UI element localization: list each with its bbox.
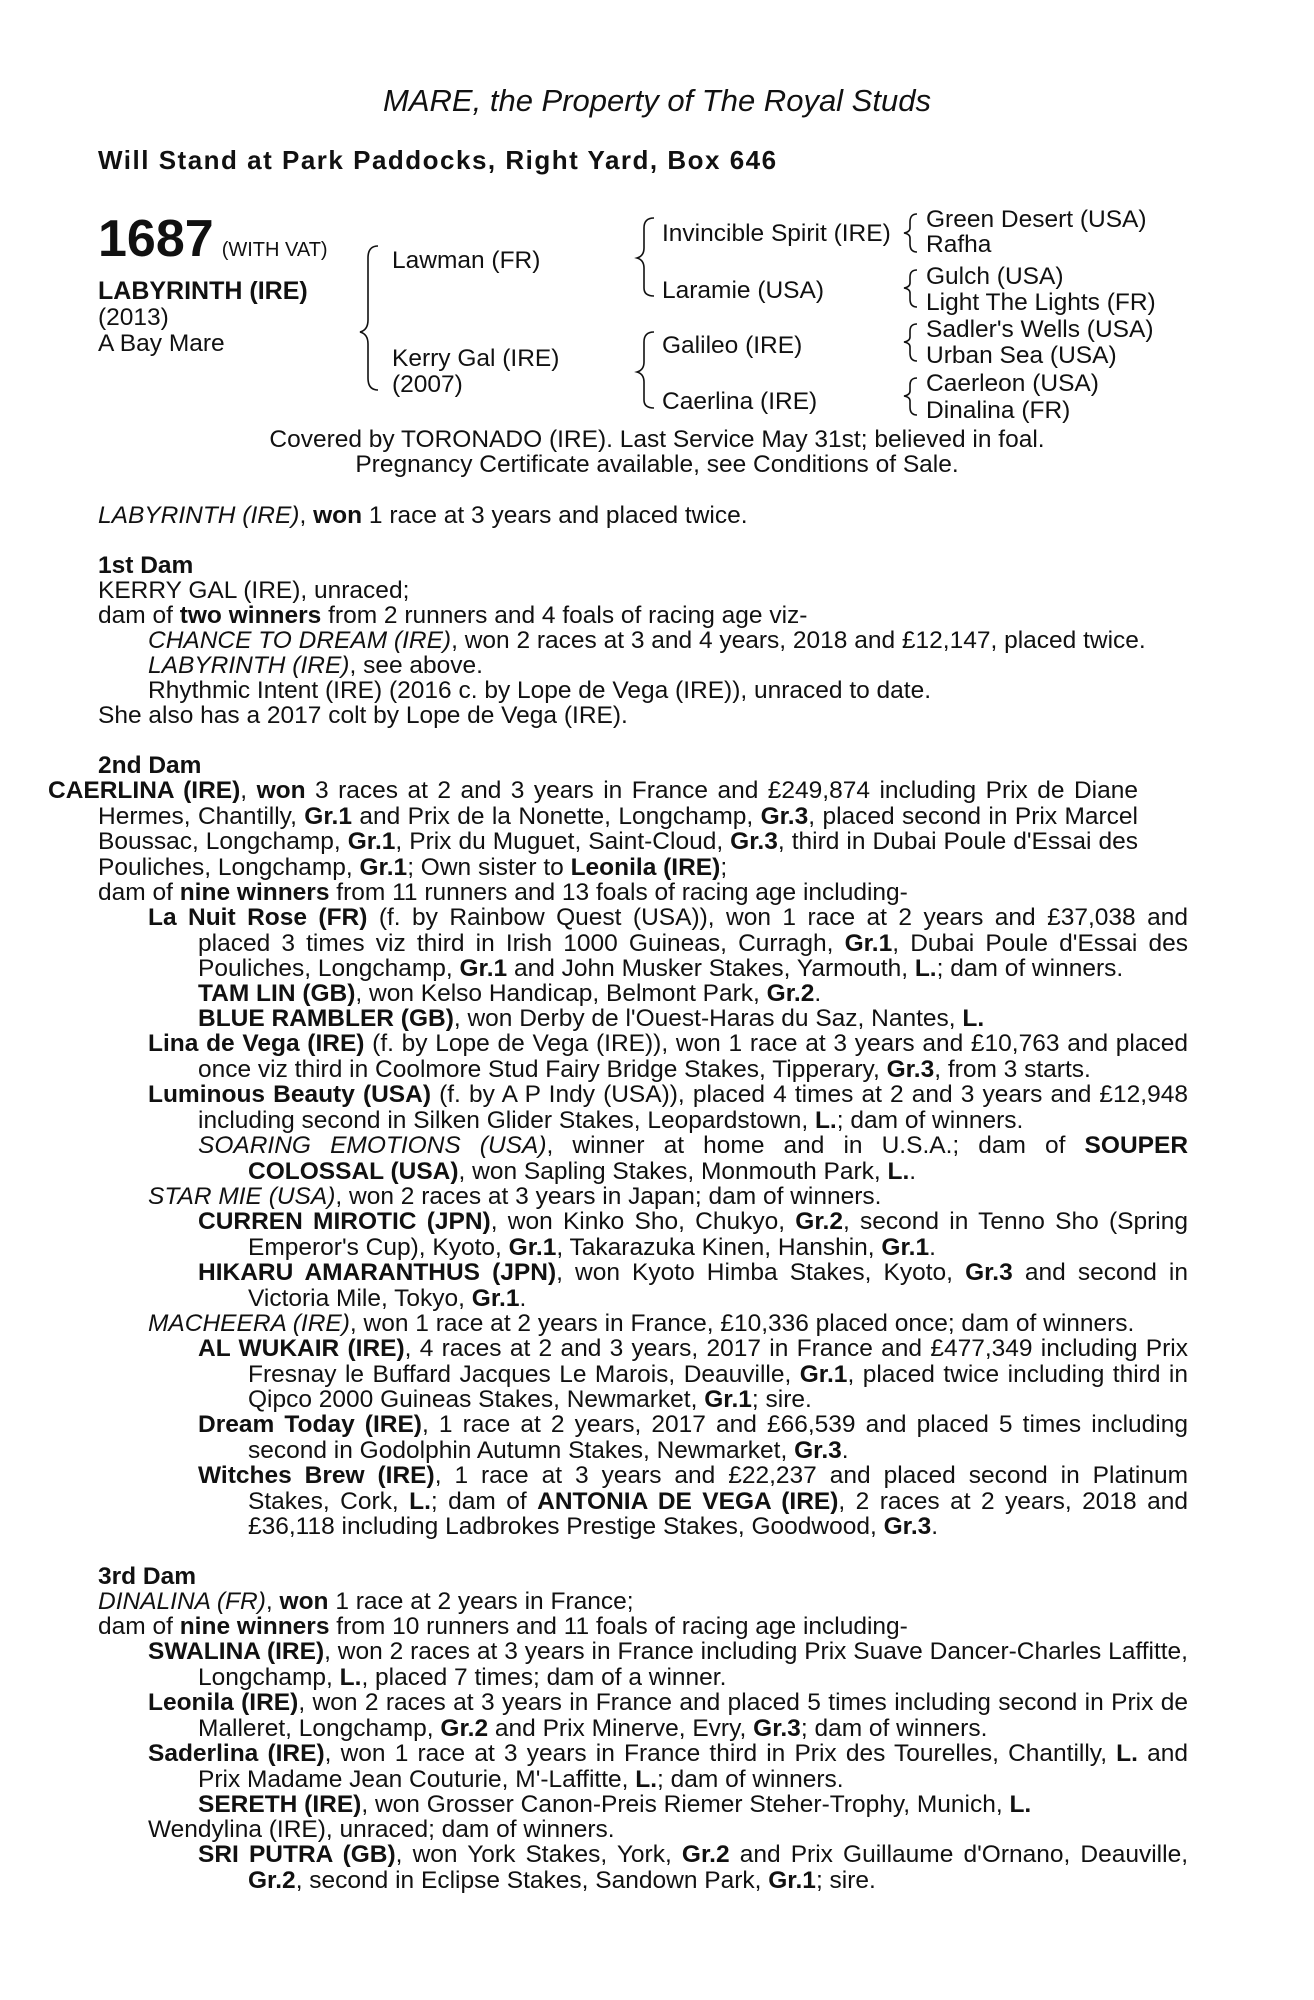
text-run: ; dam of winners. (800, 1714, 988, 1742)
text-run: SERETH (IRE) (198, 1791, 362, 1818)
text-run: from 10 runners and 11 foals of racing age including- (329, 1613, 908, 1640)
text-run: , from 3 starts. (934, 1055, 1091, 1083)
text-run: Gr.2 (248, 1866, 296, 1894)
text-run: Gr.1 (471, 1284, 520, 1312)
grandparent-1: Green Desert (USA) (926, 206, 1147, 233)
third-dam-produce-line (98, 1614, 908, 1639)
text-run: , placed second in Prix Marcel Boussac, Longchamp, (98, 802, 1138, 855)
grandparent-8: Dinalina (FR) (926, 397, 1071, 424)
produce-soaring-emotions (198, 1133, 1188, 1184)
produce-rhythmic-intent: Rhythmic Intent (IRE) (2016 c. by Lope de Vega (IRE)), unraced to date. (148, 677, 932, 704)
text-run: , Takarazuka Kinen, Hanshin, (556, 1233, 882, 1261)
race-summary: LABYRINTH (IRE), won 1 race at 3 years and placed twice. (98, 502, 748, 529)
third-dam-record: DINALINA (FR), won 1 race at 2 years in France; (98, 1588, 634, 1615)
brace-g2 (904, 270, 917, 307)
produce-lina-de-vega (148, 1031, 1188, 1082)
produce-blue-rambler (198, 1006, 984, 1031)
text-run: BLUE RAMBLER (GB) (198, 1005, 454, 1032)
text-run: , won 2 races at 3 years in Japan; dam of winners. (335, 1183, 882, 1210)
text-run: , won Sapling Stakes, Monmouth Park, (458, 1157, 888, 1185)
dam-sire: Galileo (IRE) (662, 332, 803, 359)
produce-la-nuit-rose (148, 905, 1188, 982)
text-run: . (814, 980, 822, 1007)
text-run: , see above. (349, 652, 483, 679)
text-run: (f. by A P Indy (USA)), placed 4 times at 2 and 3 years and £12,948 including second in Silken Glider Stakes, Leopardstown, (198, 1081, 1188, 1134)
produce-wendylina: Wendylina (IRE), unraced; dam of winners. (148, 1816, 615, 1843)
text-run: two winners (179, 602, 322, 629)
grandparent-5: Sadler's Wells (USA) (926, 316, 1154, 343)
text-run: ; sire. (751, 1386, 812, 1413)
text-run: , Prix du Muguet, Saint-Cloud, (395, 828, 731, 855)
text-run: ; dam of winners. (936, 955, 1124, 982)
text-run: nine winners (179, 1613, 330, 1640)
text-run: , won 1 race at 3 years in France third in Prix des Tourelles, Chantilly, (324, 1740, 1117, 1767)
covered-note: Covered by TORONADO (IRE). Last Service May 31st; believed in foal. (269, 426, 1045, 453)
text-run: ; dam of winners. (657, 1765, 844, 1793)
text-run: and Prix Guillaume d'Ornano, Deauville, (729, 1841, 1188, 1868)
brace-g4 (904, 378, 917, 415)
text-run: and John Musker Stakes, Yarmouth, (507, 955, 915, 982)
produce-al-wukair (198, 1336, 1188, 1413)
text-run: from 2 runners and 4 foals of racing age viz- (321, 602, 808, 629)
text-run: . (519, 1284, 527, 1312)
text-run: ; sire. (815, 1866, 876, 1894)
text-run: , Dubai Poule d'Essai des Pouliches, Longchamp, (198, 929, 1188, 982)
text-run: . (909, 1157, 917, 1185)
grandparent-3: Gulch (USA) (926, 263, 1064, 290)
text-run: Gr.3 (753, 1714, 801, 1742)
text-run: won (279, 1588, 329, 1615)
brace-parents (360, 246, 378, 390)
text-run: 3 races at 2 and 3 years in France and £249,874 including Prix de Diane Hermes, Chantilly, (98, 777, 1138, 830)
sire: Lawman (FR) (392, 247, 541, 274)
text-run: from 11 runners and 13 foals of racing age including- (329, 879, 908, 906)
text-run: SRI PUTRA (GB) (198, 1841, 396, 1868)
text-run: , won York Stakes, York, (395, 1841, 682, 1868)
text-run: AL WUKAIR (IRE) (198, 1335, 405, 1362)
text-run: , 1 race at 3 years and £22,237 and placed second in Platinum Stakes, Cork, (248, 1462, 1188, 1515)
text-run: La Nuit Rose (FR) (148, 904, 368, 931)
text-run: L. (1116, 1740, 1138, 1767)
summary-rest: 1 race at 3 years and placed twice. (368, 502, 748, 529)
text-run: Gr.1 (459, 955, 508, 982)
brace-sire (637, 218, 654, 296)
text-run: , won Kelso Handicap, Belmont Park, (355, 980, 767, 1007)
text-run: , 4 races at 2 and 3 years, 2017 in France and £477,349 including Prix Fresnay le Buffard Jacques Le Marois, Deauville, (248, 1335, 1188, 1388)
text-run: ; dam of (430, 1487, 538, 1515)
text-run: , won 2 races at 3 and 4 years, 2018 and £12,147, placed twice. (451, 627, 1146, 654)
dam-year: (2007) (392, 371, 463, 398)
text-run: . (841, 1436, 849, 1464)
text-run: Gr.3 (886, 1055, 935, 1083)
horse-name: LABYRINTH (IRE) (98, 277, 308, 305)
first-dam-produce-line (98, 603, 807, 628)
second-dam-heading: 2nd Dam (98, 752, 202, 779)
text-run: 1 race at 2 years in France; (328, 1588, 634, 1615)
text-run: CAERLINA (IRE) (48, 777, 241, 804)
text-run: Gr.2 (766, 980, 815, 1007)
text-run: dam of (98, 1613, 180, 1640)
text-run: Gr.1 (359, 853, 408, 881)
text-run: Gr.1 (768, 1866, 816, 1894)
text-run: Gr.2 (795, 1208, 843, 1235)
summary-won: won (313, 502, 363, 529)
produce-hikaru-amaranthus (198, 1260, 1188, 1311)
text-run: Dream Today (IRE) (198, 1411, 422, 1438)
text-run: dam of (98, 879, 180, 906)
text-run: , won Kinko Sho, Chukyo, (490, 1208, 796, 1235)
produce-macheera (148, 1311, 1134, 1336)
first-dam-note: She also has a 2017 colt by Lope de Vega (IRE). (98, 702, 628, 729)
text-run: SOARING EMOTIONS (USA) (198, 1132, 547, 1159)
text-run: HIKARU AMARANTHUS (JPN) (198, 1259, 557, 1286)
text-run: ANTONIA DE VEGA (IRE) (537, 1487, 839, 1515)
produce-sereth (198, 1792, 1031, 1817)
produce-curren-mirotic (198, 1209, 1188, 1260)
text-run: . (931, 1513, 939, 1540)
text-run: L. (1009, 1791, 1032, 1818)
text-run: , won Derby de l'Ouest-Haras du Saz, Nantes, (453, 1005, 963, 1032)
pregnancy-note: Pregnancy Certificate available, see Conditions of Sale. (355, 451, 959, 478)
text-run: STAR MIE (USA) (148, 1183, 336, 1210)
produce-leonila (148, 1690, 1188, 1741)
lot-number: 1687 (98, 210, 214, 268)
produce-sri-putra (198, 1842, 1188, 1893)
stand-location: Will Stand at Park Paddocks, Right Yard, Box 646 (98, 145, 778, 175)
text-run: L. (887, 1157, 910, 1185)
text-run: , won 2 races at 3 years in France and placed 5 times including second in Prix de Malleret, Longchamp, (198, 1689, 1188, 1742)
text-run: Gr.2 (440, 1714, 489, 1742)
text-run: Gr.1 (508, 1233, 557, 1261)
text-run: LABYRINTH (IRE) (148, 652, 350, 679)
text-run: L. (409, 1487, 431, 1515)
first-dam-line: KERRY GAL (IRE), unraced; (98, 577, 410, 604)
text-run: CHANCE TO DREAM (IRE) (148, 627, 452, 654)
text-run: , won Kyoto Himba Stakes, Kyoto, (556, 1259, 966, 1286)
dam: Kerry Gal (IRE) (392, 345, 560, 372)
text-run: Gr.3 (730, 828, 778, 855)
sire-sire: Invincible Spirit (IRE) (662, 220, 891, 247)
text-run: , placed twice including third in Qipco 2000 Guineas Stakes, Newmarket, (248, 1360, 1188, 1413)
text-run: nine winners (179, 879, 330, 906)
first-dam-heading: 1st Dam (98, 552, 194, 579)
text-run: , winner at home and in U.S.A.; dam of (546, 1132, 1085, 1159)
text-run: Gr.1 (304, 802, 352, 830)
text-run: won (256, 777, 306, 804)
text-run: Gr.1 (844, 929, 893, 957)
text-run: (f. by Rainbow Quest (USA)), won 1 race at 2 years and £37,038 and placed 3 times viz third in Irish 1000 Guineas, Curragh, (198, 904, 1188, 957)
text-run: L. (914, 955, 937, 982)
text-run: L. (814, 1106, 837, 1134)
text-run: , 2 races at 2 years, 2018 and £36,118 including Ladbrokes Prestige Stakes, Goodwood, (248, 1487, 1188, 1540)
text-run: CURREN MIROTIC (JPN) (198, 1208, 491, 1235)
grandparent-6: Urban Sea (USA) (926, 342, 1117, 369)
text-run: , second in Tenno Sho (Spring Emperor's Cup), Kyoto, (248, 1208, 1188, 1261)
text-run: Witches Brew (IRE) (198, 1462, 435, 1489)
produce-swalina (148, 1639, 1188, 1690)
text-run: Gr.1 (799, 1360, 848, 1388)
dam-dam: Caerlina (IRE) (662, 388, 818, 415)
produce-dream-today (198, 1412, 1188, 1463)
text-run: L. (339, 1663, 362, 1691)
produce-luminous-beauty (148, 1082, 1188, 1133)
second-dam-record: CAERLINA (IRE), won 3 races at 2 and 3 years in France and £249,874 including Prix de Diane Hermes, Chantilly, Gr.1 and Prix de la Nonette, Longchamp, Gr.3, placed second in Prix Marcel Boussac, Longchamp, Gr.1, Prix du Muguet, Saint-Cloud, Gr.3, third in Dubai Poule d'Essai des Pouliches, Longchamp, Gr.1; Own sister to Leonila (IRE); (48, 777, 1138, 881)
text-run: and Prix Minerve, Evry, (488, 1714, 754, 1742)
text-run: Gr.3 (760, 802, 809, 830)
text-run: Gr.1 (347, 828, 396, 855)
text-run: TAM LIN (GB) (198, 980, 356, 1007)
produce-witches-brew (198, 1463, 1188, 1540)
text-run: Leonila (IRE) (148, 1689, 299, 1716)
brace-g3 (904, 324, 917, 361)
text-run: DINALINA (FR) (98, 1588, 266, 1615)
text-run: and Prix de la Nonette, Longchamp, (351, 802, 761, 830)
text-run: . (929, 1233, 936, 1261)
second-dam-produce-line (98, 880, 908, 905)
text-run: Gr.3 (965, 1259, 1013, 1286)
sire-dam: Laramie (USA) (662, 277, 825, 304)
text-run: Lina de Vega (IRE) (148, 1030, 365, 1057)
text-run: Gr.3 (883, 1513, 932, 1540)
produce-tam-lin (198, 981, 821, 1006)
text-run: , 1 race at 2 years, 2017 and £66,539 and placed 5 times including second in Godolphin Autumn Stakes, Newmarket, (248, 1411, 1188, 1464)
text-run: and second in Victoria Mile, Tokyo, (248, 1259, 1188, 1312)
produce-saderlina (148, 1741, 1188, 1792)
text-run: Saderlina (IRE) (148, 1740, 325, 1767)
text-run: , won Grosser Canon-Preis Riemer Steher-Trophy, Munich, (361, 1791, 1010, 1818)
grandparent-4: Light The Lights (FR) (926, 289, 1156, 316)
vat-note: (WITH VAT) (221, 239, 328, 261)
text-run: (f. by Lope de Vega (IRE)), won 1 race at 3 years and £10,763 and placed once viz third in Coolmore Stud Fairy Bridge Stakes, Tipperary, (198, 1030, 1188, 1083)
grandparent-7: Caerleon (USA) (926, 370, 1099, 397)
text-run: SWALINA (IRE) (148, 1638, 325, 1665)
text-run: ; dam of winners. (836, 1106, 1024, 1134)
text-run: , won 2 races at 3 years in France including Prix Suave Dancer-Charles Laffitte, Longchamp, (198, 1638, 1188, 1691)
grandparent-2: Rafha (926, 231, 992, 258)
text-run: Gr.2 (681, 1841, 730, 1868)
text-run: , placed 7 times; dam of a winner. (361, 1663, 727, 1691)
text-run: SOUPER COLOSSAL (USA) (248, 1132, 1189, 1185)
page-title: MARE, the Property of The Royal Studs (383, 83, 931, 118)
text-run: Gr.1 (704, 1386, 752, 1413)
text-run: L. (962, 1005, 985, 1032)
produce-star-mie (148, 1184, 881, 1209)
text-run: Gr.3 (794, 1436, 842, 1464)
produce-chance-to-dream (148, 628, 1146, 653)
text-run: dam of (98, 602, 180, 629)
text-run: Luminous Beauty (USA) (148, 1081, 431, 1108)
text-run: , won 1 race at 2 years in France, £10,336 placed once; dam of winners. (349, 1310, 1135, 1337)
text-run: Leonila (IRE) (570, 853, 721, 881)
text-run: Gr.1 (881, 1233, 930, 1261)
text-run: ; (720, 853, 728, 881)
text-run: ; Own sister to (407, 853, 571, 881)
text-run: L. (635, 1765, 658, 1793)
horse-description: A Bay Mare (98, 330, 225, 357)
brace-dam (637, 332, 654, 408)
text-run: , second in Eclipse Stakes, Sandown Park, (295, 1866, 769, 1894)
produce-labyrinth (148, 653, 483, 678)
foaled-year: (2013) (98, 304, 169, 331)
text-run: and Prix Madame Jean Couturie, M'-Laffitte, (198, 1740, 1188, 1793)
brace-g1 (904, 214, 917, 252)
text-run: MACHEERA (IRE) (148, 1310, 350, 1337)
summary-name: LABYRINTH (IRE) (98, 502, 300, 529)
text-run: , third in Dubai Poule d'Essai des Pouliches, Longchamp, (98, 828, 1138, 881)
third-dam-heading: 3rd Dam (98, 1563, 197, 1590)
